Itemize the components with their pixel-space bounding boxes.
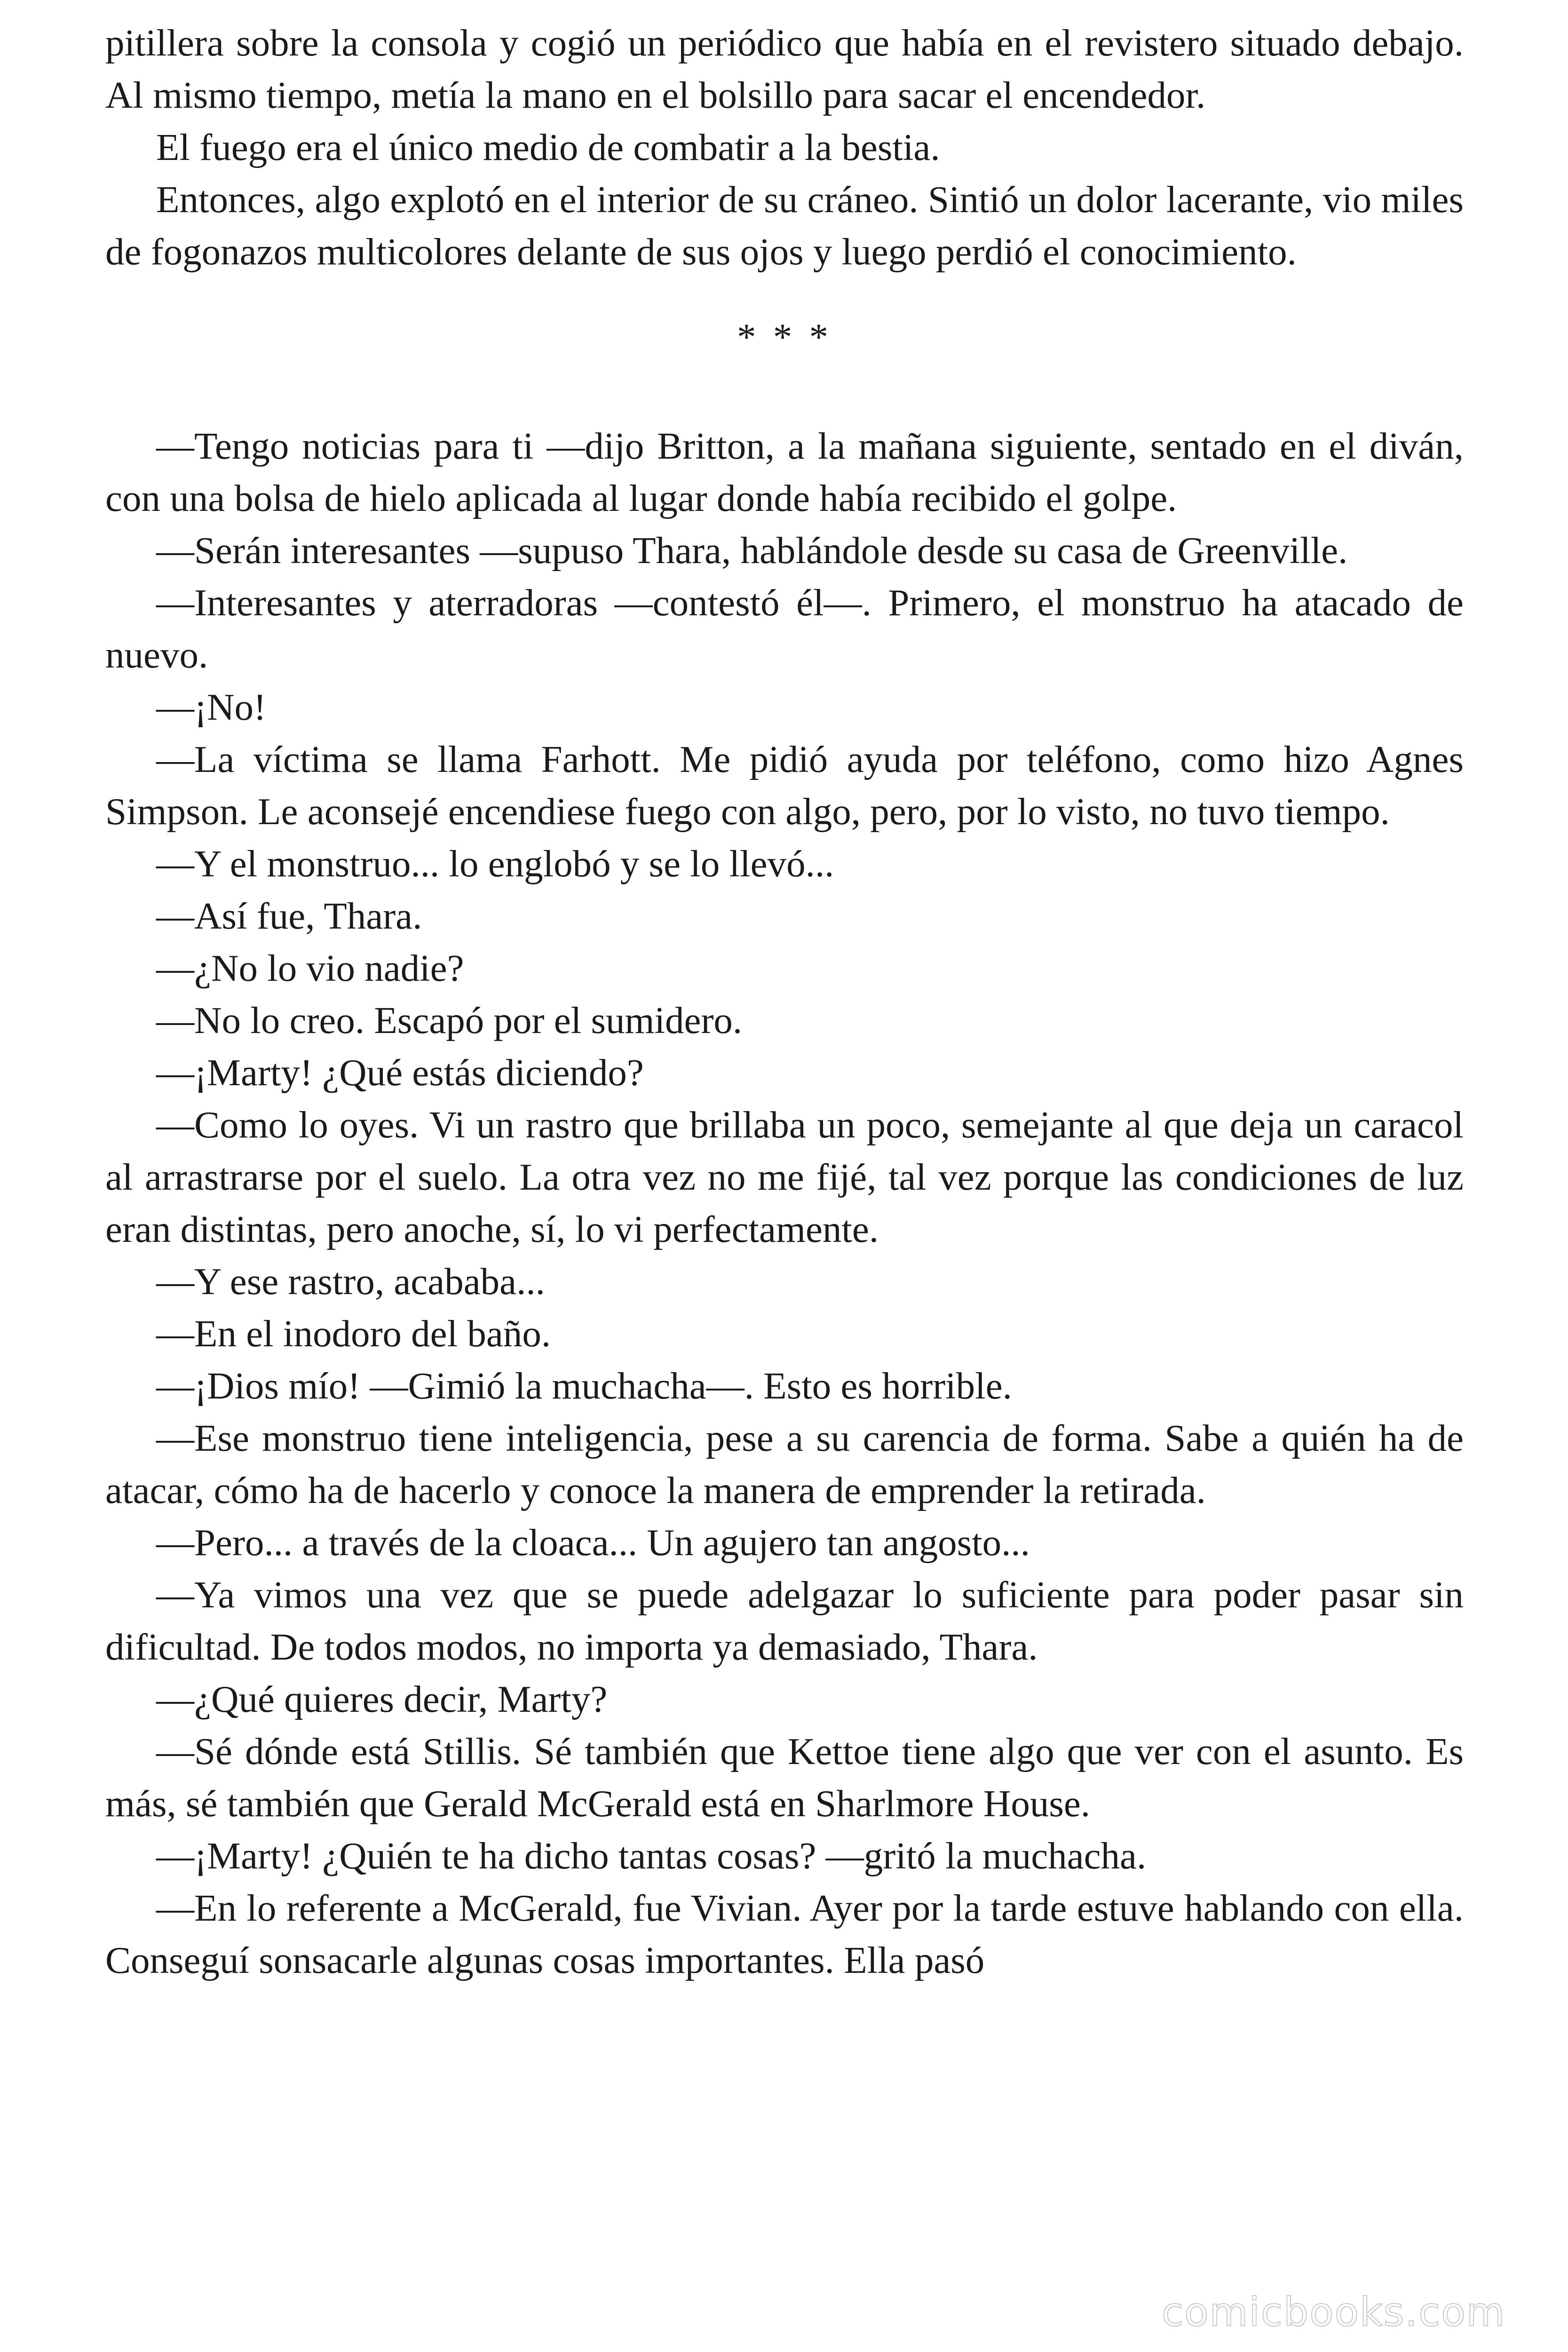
paragraph: —¡Dios mío! —Gimió la muchacha—. Esto es horrible. xyxy=(156,1365,1012,1407)
paragraph: —Sé dónde está Stillis. Sé también que Kettoe tiene algo que ver con el asunto. Es más, sé también que Gerald McGerald está en Sharlmore House. xyxy=(105,1730,1464,1825)
scene-separator: * * * xyxy=(737,316,832,358)
paragraph: —¡Marty! ¿Qué estás diciendo? xyxy=(156,1051,644,1094)
paragraph: —Y el monstruo... lo englobó y se lo llevó... xyxy=(156,842,834,885)
paragraph: —En lo referente a McGerald, fue Vivian. Ayer por la tarde estuve hablando con ella. Conseguí sonsacarle algunas cosas importantes. Ella pasó xyxy=(105,1887,1464,1981)
book-page xyxy=(105,17,1464,1986)
paragraph: pitillera sobre la consola y cogió un periódico que había en el revistero situado debajo. Al mismo tiempo, metía la mano en el bolsillo para sacar el encendedor. xyxy=(105,22,1464,116)
watermark: comicbooks.com xyxy=(1162,2289,1506,2335)
paragraph: —Pero... a través de la cloaca... Un agujero tan angosto... xyxy=(156,1521,1030,1564)
paragraph: —Así fue, Thara. xyxy=(156,895,422,937)
paragraph: —Interesantes y aterradoras —contestó él—. Primero, el monstruo ha atacado de nuevo. xyxy=(105,581,1464,676)
paragraph: —Ya vimos una vez que se puede adelgazar lo suficiente para poder pasar sin dificultad. De todos modos, no importa ya demasiado, Thara. xyxy=(105,1573,1464,1668)
paragraph: —¿No lo vio nadie? xyxy=(156,947,464,989)
paragraph: —¡Marty! ¿Quién te ha dicho tantas cosas? —gritó la muchacha. xyxy=(156,1835,1147,1877)
paragraph: —No lo creo. Escapó por el sumidero. xyxy=(156,999,743,1041)
paragraph: —Y ese rastro, acababa... xyxy=(156,1260,545,1303)
paragraph: —Tengo noticias para ti —dijo Britton, a la mañana siguiente, sentado en el diván, con una bolsa de hielo aplicada al lugar donde había recibido el golpe. xyxy=(105,425,1464,519)
paragraph: —¿Qué quieres decir, Marty? xyxy=(156,1678,608,1720)
paragraph: —¡No! xyxy=(156,686,266,728)
paragraph: —La víctima se llama Farhott. Me pidió ayuda por teléfono, como hizo Agnes Simpson. Le aconsejé encendiese fuego con algo, pero, por lo visto, no tuvo tiempo. xyxy=(105,738,1464,833)
paragraph: El fuego era el único medio de combatir a la bestia. xyxy=(156,126,940,168)
paragraph: —Como lo oyes. Vi un rastro que brillaba un poco, semejante al que deja un caracol al arrastrarse por el suelo. La otra vez no me fijé, tal vez porque las condiciones de luz eran distintas, pero anoche, sí, lo vi perfectamente. xyxy=(105,1104,1464,1250)
paragraph: —Serán interesantes —supuso Thara, hablándole desde su casa de Greenville. xyxy=(156,529,1348,572)
paragraph: —Ese monstruo tiene inteligencia, pese a su carencia de forma. Sabe a quién ha de atacar, cómo ha de hacerlo y conoce la manera de emprender la retirada. xyxy=(105,1417,1464,1511)
paragraph: Entonces, algo explotó en el interior de su cráneo. Sintió un dolor lacerante, vio miles de fogonazos multicolores delante de sus ojos y luego perdió el conocimiento. xyxy=(105,178,1464,273)
paragraph: —En el inodoro del baño. xyxy=(156,1312,551,1355)
